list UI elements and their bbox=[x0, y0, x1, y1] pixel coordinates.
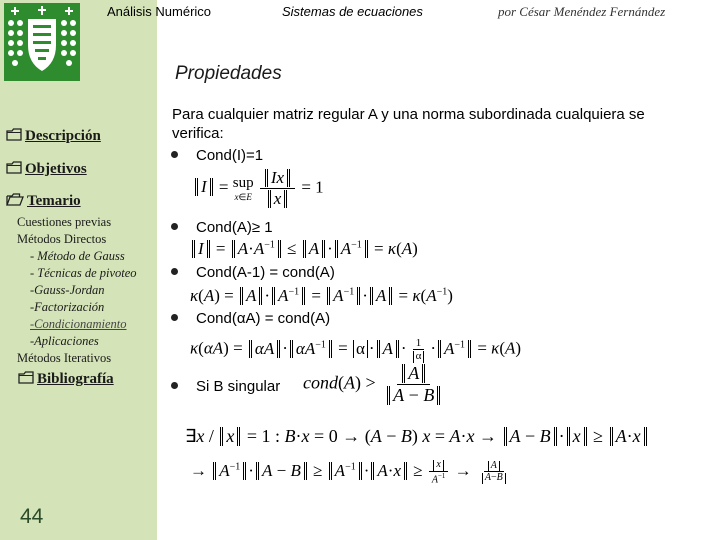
nav-objetivos-link[interactable] bbox=[6, 161, 87, 179]
university-logo bbox=[4, 3, 80, 81]
formula-singular-derivation-2: → $A^{-1} \cdot A - B \ge A^{-1} \cdot A\cdot x$ ≥ $\frac{x}{A^{-1}}$ → $\frac{A}{A-B}$ bbox=[190, 459, 512, 485]
nav-objetivos-label: Objetivos bbox=[25, 161, 87, 177]
page-number: 44 bbox=[20, 505, 44, 528]
sidebar bbox=[0, 0, 157, 540]
folder-open-icon bbox=[6, 193, 24, 211]
course-name: Análisis Numérico bbox=[107, 4, 212, 19]
bullet-label: Cond(A)≥ 1 bbox=[196, 219, 273, 236]
temario-item-gauss-jordan[interactable]: -Gauss-Jordan bbox=[30, 283, 105, 297]
bullet-cond-scalar bbox=[171, 310, 330, 327]
slide-title: Propiedades bbox=[175, 63, 282, 84]
temario-list bbox=[17, 214, 157, 367]
bullet-dot-icon bbox=[171, 382, 178, 389]
bullet-cond-inverse bbox=[171, 264, 335, 281]
temario-item-metodos-directos[interactable]: Métodos Directos bbox=[17, 232, 107, 246]
author-name: por César Menéndez Fernández bbox=[498, 4, 666, 19]
bullet-dot-icon bbox=[171, 223, 178, 230]
bullet-dot-icon bbox=[171, 268, 178, 275]
temario-item-metodos-iterativos[interactable]: Métodos Iterativos bbox=[17, 351, 112, 365]
topic-name: Sistemas de ecuaciones bbox=[282, 4, 423, 19]
bullet-dot-icon bbox=[171, 151, 178, 158]
temario-item-factorizacion[interactable]: -Factorización bbox=[30, 300, 105, 314]
bullet-label: Cond(A-1) = cond(A) bbox=[196, 264, 335, 281]
nav-temario-label: Temario bbox=[27, 193, 81, 209]
bullet-singular bbox=[171, 378, 280, 395]
nav-temario-link[interactable] bbox=[6, 193, 81, 211]
temario-item-aplicaciones[interactable]: -Aplicaciones bbox=[30, 334, 99, 348]
formula-identity-norm: I = sup x∈E $\frac{Ix}{x}$ = 1 bbox=[193, 168, 324, 209]
temario-item-condicionamiento[interactable]: -Condicionamiento bbox=[30, 317, 127, 331]
nav-descripcion-label: Descripción bbox=[25, 128, 101, 144]
bullet-cond-ge-one bbox=[171, 219, 273, 236]
formula-cond-inverse: $\kappa(A) = A \cdot A^{-1} = A^{-1} \cdot A = \kappa(A^{-1})$ bbox=[190, 286, 453, 305]
nav-descripcion-link[interactable] bbox=[6, 128, 101, 146]
bullet-label: Cond(I)=1 bbox=[196, 147, 264, 164]
bullet-dot-icon bbox=[171, 314, 178, 321]
temario-item-pivoteo[interactable]: - Técnicas de pivoteo bbox=[30, 266, 137, 280]
formula-cond-scalar: $\kappa(\alpha A) = \alpha A \cdot \alpha A^{-1} = \alpha \cdot A$ · $\frac{1}{\alpha}$ · $A^{-1} = \kappa(A)$ bbox=[190, 337, 522, 362]
temario-item-cuestiones[interactable]: Cuestiones previas bbox=[17, 215, 112, 229]
formula-singular-bound: cond(A) > $\frac{A}{A - B}$ bbox=[303, 363, 447, 406]
folder-icon bbox=[6, 128, 22, 146]
temario-item-gauss[interactable]: - Método de Gauss bbox=[30, 249, 125, 263]
formula-singular-derivation-1: ∃x / x = 1 : B·x = 0 → (A − B) x = A·x → A − B · x ≥ A·x bbox=[185, 426, 649, 447]
folder-icon bbox=[18, 371, 34, 389]
nav-bibliografia-link[interactable] bbox=[18, 371, 114, 389]
nav-bibliografia-label: Bibliografía bbox=[37, 371, 114, 387]
folder-icon bbox=[6, 161, 22, 179]
bullet-cond-identity bbox=[171, 147, 263, 164]
formula-cond-ge-one: $I = A\cdot A^{-1} \le A \cdot A^{-1} = \kappa(A)$ bbox=[190, 239, 418, 259]
bullet-label: Si B singular bbox=[196, 378, 281, 395]
bullet-label: Cond(αA) = cond(A) bbox=[196, 310, 331, 327]
intro-text: Para cualquier matriz regular A y una norma subordinada cualquiera se verifica: bbox=[172, 106, 645, 142]
